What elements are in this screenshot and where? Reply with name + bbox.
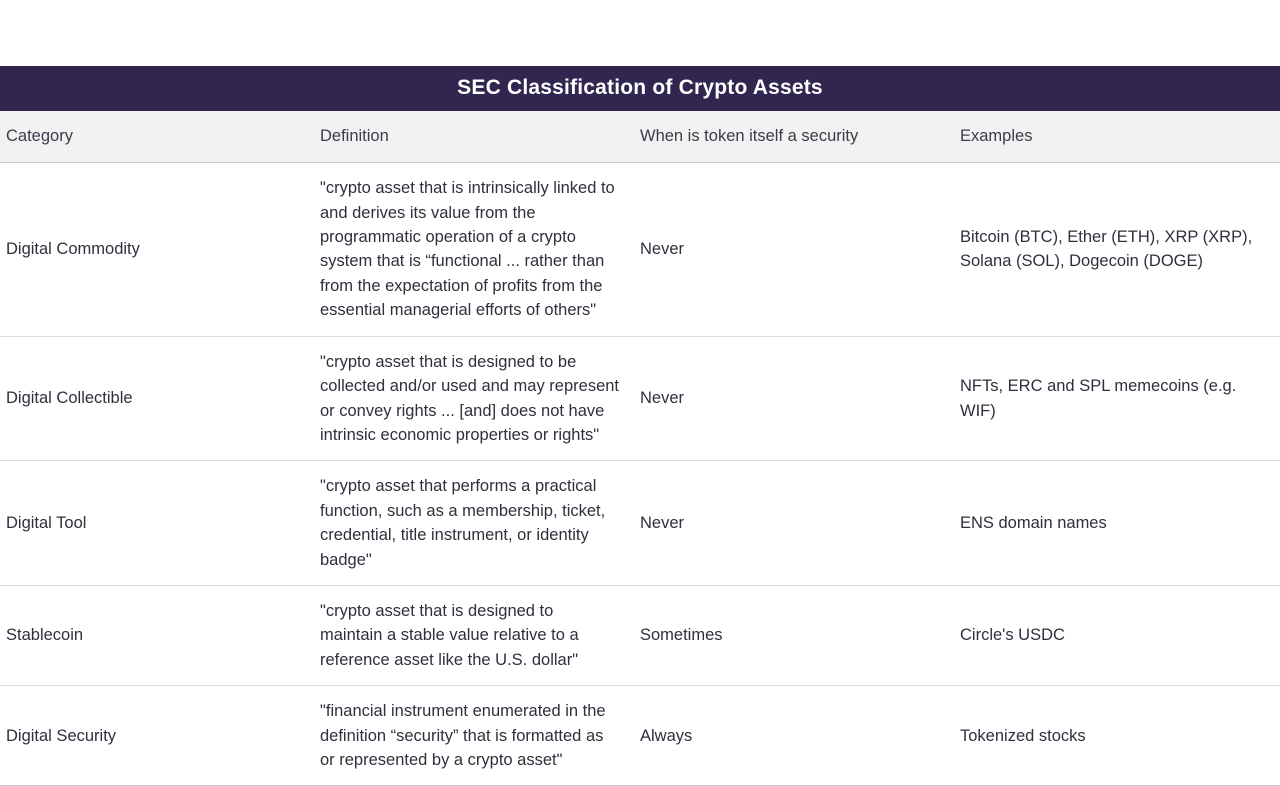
cell-category: Digital Commodity <box>0 163 320 336</box>
table-row <box>0 461 1280 586</box>
cell-category: Digital Tool <box>0 461 320 586</box>
cell-examples: NFTs, ERC and SPL memecoins (e.g. WIF) <box>960 336 1280 461</box>
cell-definition: "crypto asset that is designed to maintain a stable value relative to a reference asset like the U.S. dollar" <box>320 585 640 685</box>
cell-examples: ENS domain names <box>960 461 1280 586</box>
column-header-category: Category <box>0 111 320 163</box>
cell-when-security: Sometimes <box>640 585 960 685</box>
column-header-examples: Examples <box>960 111 1280 163</box>
cell-definition: "financial instrument enumerated in the definition “security” that is formatted as or represented by a crypto asset" <box>320 686 640 786</box>
table-title: SEC Classification of Crypto Assets <box>0 66 1280 111</box>
cell-category: Digital Collectible <box>0 336 320 461</box>
sec-classification-table-wrapper <box>0 66 1280 786</box>
cell-when-security: Never <box>640 163 960 336</box>
sec-classification-table <box>0 66 1280 786</box>
cell-examples: Bitcoin (BTC), Ether (ETH), XRP (XRP), Solana (SOL), Dogecoin (DOGE) <box>960 163 1280 336</box>
cell-examples: Circle's USDC <box>960 585 1280 685</box>
cell-category: Stablecoin <box>0 585 320 685</box>
table-row <box>0 336 1280 461</box>
cell-category: Digital Security <box>0 686 320 786</box>
column-header-when-is-token-itself-a-security: When is token itself a security <box>640 111 960 163</box>
cell-definition: "crypto asset that performs a practical function, such as a membership, ticket, credential, title instrument, or identity badge" <box>320 461 640 586</box>
cell-when-security: Never <box>640 461 960 586</box>
column-header-definition: Definition <box>320 111 640 163</box>
table-row <box>0 686 1280 786</box>
table-header-row <box>0 111 1280 163</box>
cell-definition: "crypto asset that is designed to be collected and/or used and may represent or convey rights ... [and] does not have intrinsic economic properties or rights" <box>320 336 640 461</box>
table-title-row <box>0 66 1280 111</box>
cell-definition: "crypto asset that is intrinsically linked to and derives its value from the programmatic operation of a crypto system that is “functional ... rather than from the expectation of profits from the essential managerial efforts of others" <box>320 163 640 336</box>
table-row <box>0 585 1280 685</box>
cell-when-security: Never <box>640 336 960 461</box>
cell-when-security: Always <box>640 686 960 786</box>
table-row <box>0 163 1280 336</box>
cell-examples: Tokenized stocks <box>960 686 1280 786</box>
